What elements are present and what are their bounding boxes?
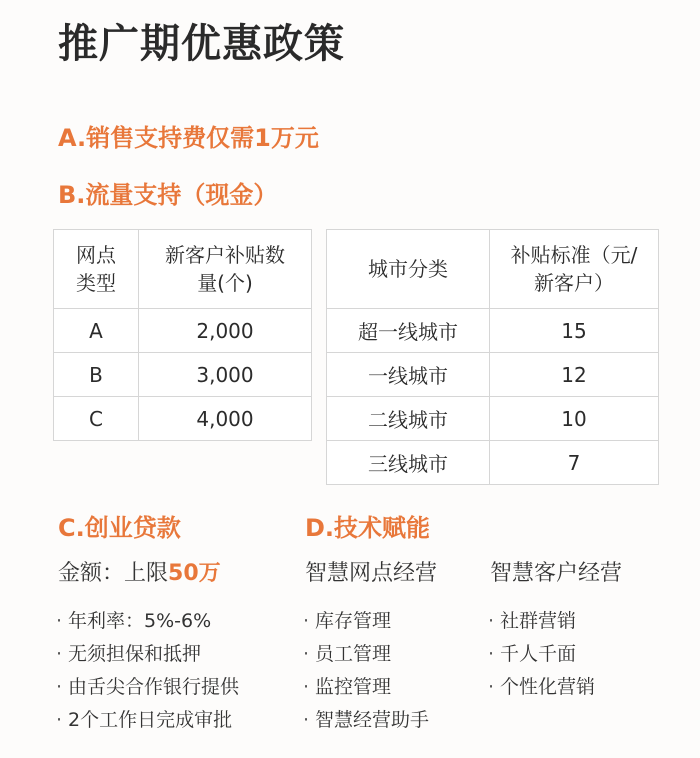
table-row <box>327 353 659 397</box>
table-row <box>54 353 312 397</box>
outlet-features-list <box>303 605 429 737</box>
customer-features-list <box>488 605 595 704</box>
table-header-row <box>327 230 659 309</box>
loan-amount-value: 50万 <box>168 561 221 586</box>
table-cell: 三线城市 <box>327 441 490 485</box>
table-row <box>54 397 312 441</box>
list-item: · 无须担保和抵押 <box>56 638 239 671</box>
list-item: · 千人千面 <box>488 638 595 671</box>
list-item: · 个性化营销 <box>488 671 595 704</box>
outlet-management-title: 智慧网点经营 <box>305 561 438 586</box>
table-header-cell: 城市分类 <box>327 230 490 309</box>
table-header-cell: 网点类型 <box>54 230 139 309</box>
loan-amount <box>58 556 221 587</box>
table-header-row <box>54 230 312 309</box>
table-header-cell: 补贴标准（元/新客户） <box>490 230 659 309</box>
page-title: 推广期优惠政策 <box>58 21 345 67</box>
table-cell: 超一线城市 <box>327 309 490 353</box>
loan-amount-label: 金额：上限 <box>58 561 169 586</box>
list-item: · 年利率：5%-6% <box>56 605 239 638</box>
table-row <box>327 441 659 485</box>
table-cell: C <box>54 397 139 441</box>
table-cell: 一线城市 <box>327 353 490 397</box>
table-cell: 二线城市 <box>327 397 490 441</box>
table-cell: 2,000 <box>139 309 312 353</box>
table-row <box>327 397 659 441</box>
city-subsidy-table <box>326 229 659 485</box>
table-cell: 7 <box>490 441 659 485</box>
customer-management-title: 智慧客户经营 <box>490 561 623 586</box>
table-cell: 4,000 <box>139 397 312 441</box>
table-cell: 10 <box>490 397 659 441</box>
section-a-heading: A.销售支持费仅需1万元 <box>58 124 319 152</box>
section-b-heading: B.流量支持（现金） <box>58 181 278 209</box>
section-c-heading: C.创业贷款 <box>58 514 181 542</box>
table-row <box>54 309 312 353</box>
table-header-cell: 新客户补贴数量(个) <box>139 230 312 309</box>
table-cell: B <box>54 353 139 397</box>
list-item: · 2个工作日完成审批 <box>56 704 239 737</box>
loan-terms-list <box>56 605 239 737</box>
table-cell: A <box>54 309 139 353</box>
outlet-subsidy-table <box>53 229 312 441</box>
table-cell: 15 <box>490 309 659 353</box>
table-cell: 3,000 <box>139 353 312 397</box>
table-cell: 12 <box>490 353 659 397</box>
list-item: · 监控管理 <box>303 671 429 704</box>
list-item: · 社群营销 <box>488 605 595 638</box>
list-item: · 由舌尖合作银行提供 <box>56 671 239 704</box>
list-item: · 库存管理 <box>303 605 429 638</box>
table-row <box>327 309 659 353</box>
section-d-heading: D.技术赋能 <box>305 514 431 542</box>
list-item: · 智慧经营助手 <box>303 704 429 737</box>
list-item: · 员工管理 <box>303 638 429 671</box>
